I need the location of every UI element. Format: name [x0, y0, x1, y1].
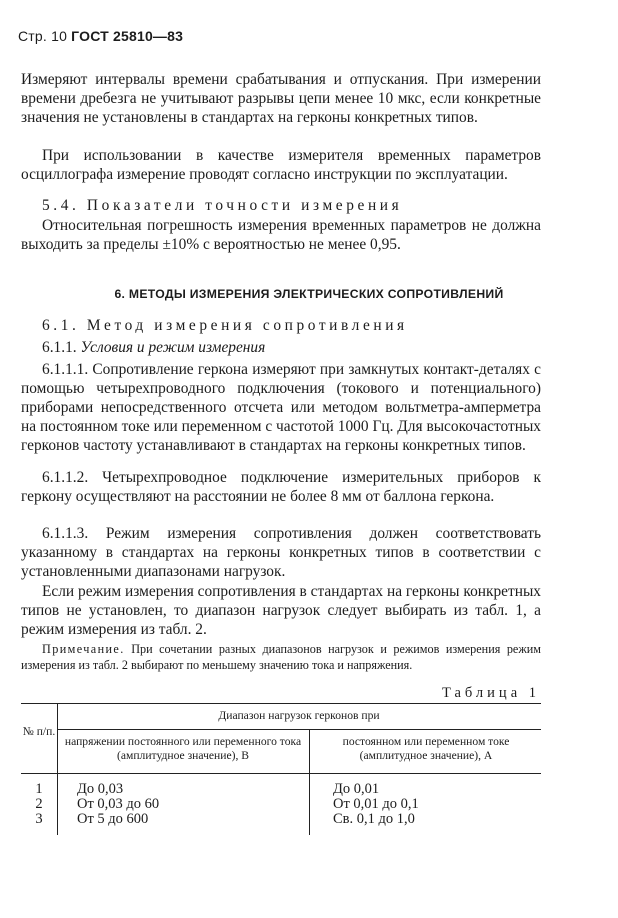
page-header — [18, 28, 183, 44]
page-number: Стр. 10 — [18, 28, 68, 44]
table-header-group: Диапазон нагрузок герконов при — [218, 709, 380, 722]
table-caption: Таблица 1 — [441, 685, 540, 701]
paragraph-accuracy: Относительная погрешность измерения временных параметров не должна выходить за пределы ±10% с вероятностью не менее 0,95. — [21, 217, 541, 253]
section-6-1-1-number: 6.1.1. — [42, 339, 77, 356]
table-header-number: № п/п. — [22, 725, 56, 738]
table-group-rule — [57, 729, 541, 730]
table-header-rule — [21, 773, 541, 774]
section-5-4-title: 5.4. Показатели точности измерения — [42, 197, 403, 214]
section-6-1-1-heading: Условия и режим измерения — [80, 339, 266, 356]
paragraph-6-1-1-3: 6.1.1.3. Режим измерения сопротивления должен соответствовать указанному в стандартах на герконы конкретных типов в соответствии с установленными диапазонами нагрузок. — [21, 525, 541, 580]
table-row-1-current: До 0,01 — [333, 781, 380, 797]
paragraph-6-1-1-1: 6.1.1.1. Сопротивление геркона измеряют при замкнутых контакт-деталях с помощью четырехпроводного подключения (токового и потенциального) приборами непосредственного отсчета или методом вольтметра-амперметра на постоянном токе или переменном с частотой 1000 Гц. Для высокочастотных герконов частоту устанавливают в стандартах на герконы конкретных типов. — [21, 361, 541, 454]
paragraph-intervals: Измеряют интервалы времени срабатывания и отпускания. При измерении времени дребезга не учитывают разрывы цепи менее 10 мкс, если конкретные значения не установлены в стандартах на герконы конкретных типов. — [21, 71, 541, 126]
note — [21, 641, 541, 673]
section-6-1-1-title — [21, 338, 541, 357]
table-row-1-num: 1 — [35, 781, 43, 797]
table-row-2-voltage: От 0,03 до 60 — [77, 796, 160, 812]
table-1 — [21, 703, 541, 835]
table-header-current: постоянном или переменном токе (амплитудное значение), А — [342, 735, 510, 762]
table-row-1-voltage: До 0,03 — [77, 781, 124, 797]
standard-code: ГОСТ 25810—83 — [71, 28, 184, 44]
section-6-1-title: 6.1. Метод измерения сопротивления — [42, 317, 408, 334]
table-col-divider-values — [309, 729, 310, 835]
note-label: Примечание. — [42, 642, 125, 656]
table-header-voltage: напряжении постоянного или переменного тока (амплитудное значение), В — [64, 735, 302, 762]
table-row-2-current: От 0,01 до 0,1 — [333, 796, 419, 812]
paragraph-load-range: Если режим измерения сопротивления в стандартах на герконы конкретных типов не установлен, то диапазон нагрузок следует выбирать из табл. 1, а режим измерения из табл. 2. — [21, 583, 541, 638]
note-text: При сочетании разных диапазонов нагрузок и режимов измерения режим измерения из табл. 2 выбирают по меньшему значению тока и напряжения. — [21, 642, 541, 672]
paragraph-6-1-1-2: 6.1.1.2. Четырехпроводное подключение измерительных приборов к геркону осуществляют на расстоянии не более 8 мм от баллона геркона. — [21, 469, 541, 505]
section-6-title: 6. МЕТОДЫ ИЗМЕРЕНИЯ ЭЛЕКТРИЧЕСКИХ СОПРОТИВЛЕНИЙ — [114, 287, 504, 301]
table-row-3-voltage: От 5 до 600 — [77, 811, 149, 827]
table-top-rule — [21, 703, 541, 704]
table-row-2-num: 2 — [35, 796, 43, 812]
table-row-3-num: 3 — [35, 811, 43, 827]
table-row-3-current: Св. 0,1 до 1,0 — [333, 811, 415, 827]
paragraph-oscilloscope: При использовании в качестве измерителя временных параметров осциллографа измерение проводят согласно инструкции по эксплуатации. — [21, 147, 541, 183]
